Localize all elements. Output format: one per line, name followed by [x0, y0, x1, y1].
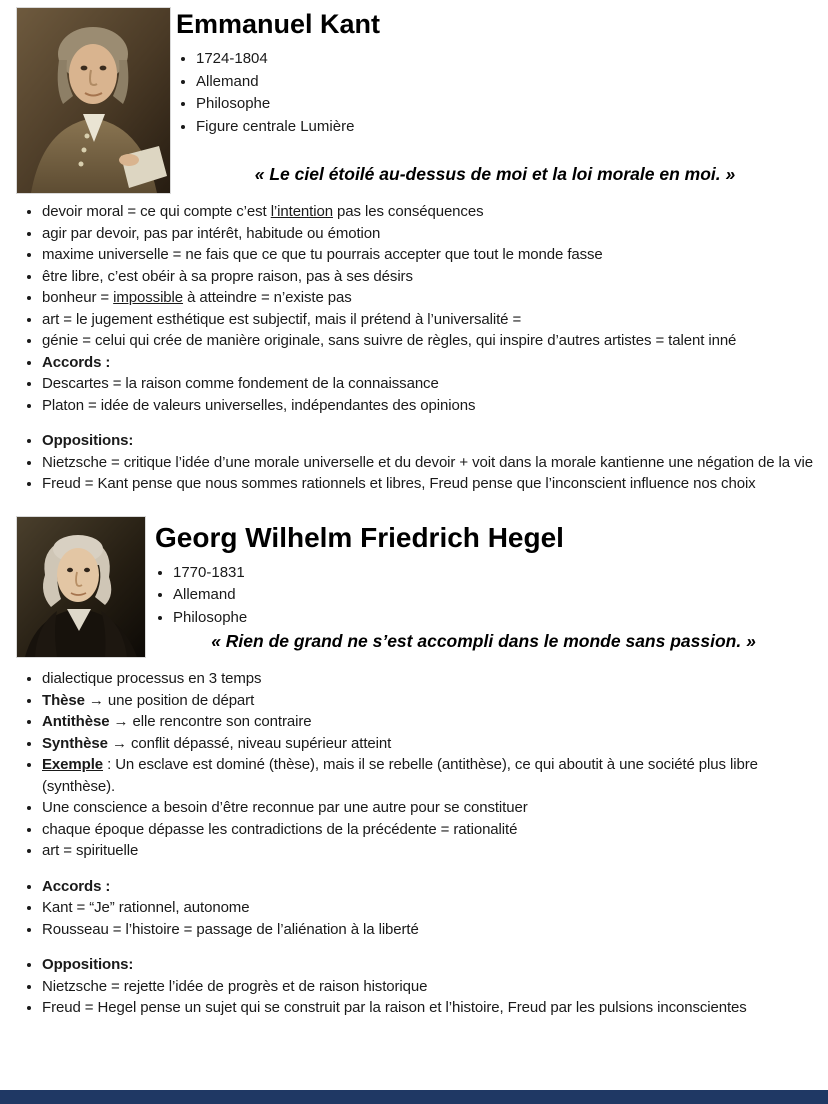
hegel-portrait-painting [17, 517, 145, 657]
note-item: • chaque époque dépasse les contradictions de la précédente = rationalité [42, 819, 820, 841]
fact-item: • Philosophe [173, 607, 828, 629]
note-item: • Descartes = la raison comme fondement de la connaissance [42, 373, 820, 395]
note-item: • devoir moral = ce qui compte c’est l’intention pas les conséquences [42, 201, 820, 223]
note-item: • Accords : [42, 876, 820, 898]
note-item: • Freud = Kant pense que nous sommes rationnels et libres, Freud pense que l’inconscient influence nos choix [42, 473, 820, 495]
kant-portrait-painting [17, 8, 170, 193]
note-item: • Exemple : Un esclave est dominé (thèse), mais il se rebelle (antithèse), ce qui aboutit à une société plus libre (synthèse). [42, 754, 820, 797]
fact-item: • Allemand [196, 71, 828, 93]
note-item: • Une conscience a besoin d’être reconnue par une autre pour se constituer [42, 797, 820, 819]
note-item: • Platon = idée de valeurs universelles, indépendantes des opinions [42, 395, 820, 417]
note-item: • maxime universelle = ne fais que ce que tu pourrais accepter que tout le monde fasse [42, 244, 820, 266]
fact-item: • Philosophe [196, 93, 828, 115]
hegel-notes-list [25, 668, 820, 1019]
note-item: • agir par devoir, pas par intérêt, habitude ou émotion [42, 223, 820, 245]
kant-title: Emmanuel Kant [176, 9, 381, 39]
fact-item: • 1770-1831 [173, 562, 828, 584]
note-item: • Antithèse → elle rencontre son contraire [42, 711, 820, 733]
section-kant [0, 0, 828, 495]
note-item: • Nietzsche = critique l’idée d’une morale universelle et du devoir + voit dans la morale kantienne une négation de la vie [42, 452, 820, 474]
fact-item: • Figure centrale Lumière [196, 116, 828, 138]
note-item: • Nietzsche = rejette l’idée de progrès et de raison historique [42, 976, 820, 998]
section-hegel [0, 515, 828, 1019]
hegel-quote: « Rien de grand ne s’est accompli dans le monde sans passion. » [211, 631, 756, 651]
note-item: • Oppositions: [42, 430, 820, 452]
note-item: • art = le jugement esthétique est subjectif, mais il prétend à l’universalité = [42, 309, 820, 331]
kant-facts-list [174, 48, 828, 137]
note-item: • Rousseau = l’histoire = passage de l’aliénation à la liberté [42, 919, 820, 941]
next-section-header-bar [0, 1090, 828, 1104]
note-item: • dialectique processus en 3 temps [42, 668, 820, 690]
kant-notes-list [25, 201, 820, 495]
note-item: • Kant = “Je” rationnel, autonome [42, 897, 820, 919]
fact-item: • 1724-1804 [196, 48, 828, 70]
note-item: • génie = celui qui crée de manière originale, sans suivre de règles, qui inspire d’autres artistes = talent inné [42, 330, 820, 352]
hegel-intro [151, 515, 828, 630]
note-item: • Accords : [42, 352, 820, 374]
note-item: • être libre, c’est obéir à sa propre raison, pas à ses désirs [42, 266, 820, 288]
kant-quote: « Le ciel étoilé au-dessus de moi et la loi morale en moi. » [254, 164, 736, 184]
note-item: • Thèse → une position de départ [42, 690, 820, 712]
kant-intro [174, 0, 828, 138]
note-item: • bonheur = impossible à atteindre = n’existe pas [42, 287, 820, 309]
hegel-facts-list [151, 562, 828, 629]
fact-item: • Allemand [173, 584, 828, 606]
kant-portrait [17, 8, 170, 193]
hegel-portrait [17, 517, 145, 657]
note-item: • Freud = Hegel pense un sujet qui se construit par la raison et l’histoire, Freud par les pulsions inconscientes [42, 997, 820, 1019]
hegel-title: Georg Wilhelm Friedrich Hegel [155, 521, 564, 553]
note-item: • Synthèse → conflit dépassé, niveau supérieur atteint [42, 733, 820, 755]
note-item: • art = spirituelle [42, 840, 820, 862]
note-item: • Oppositions: [42, 954, 820, 976]
